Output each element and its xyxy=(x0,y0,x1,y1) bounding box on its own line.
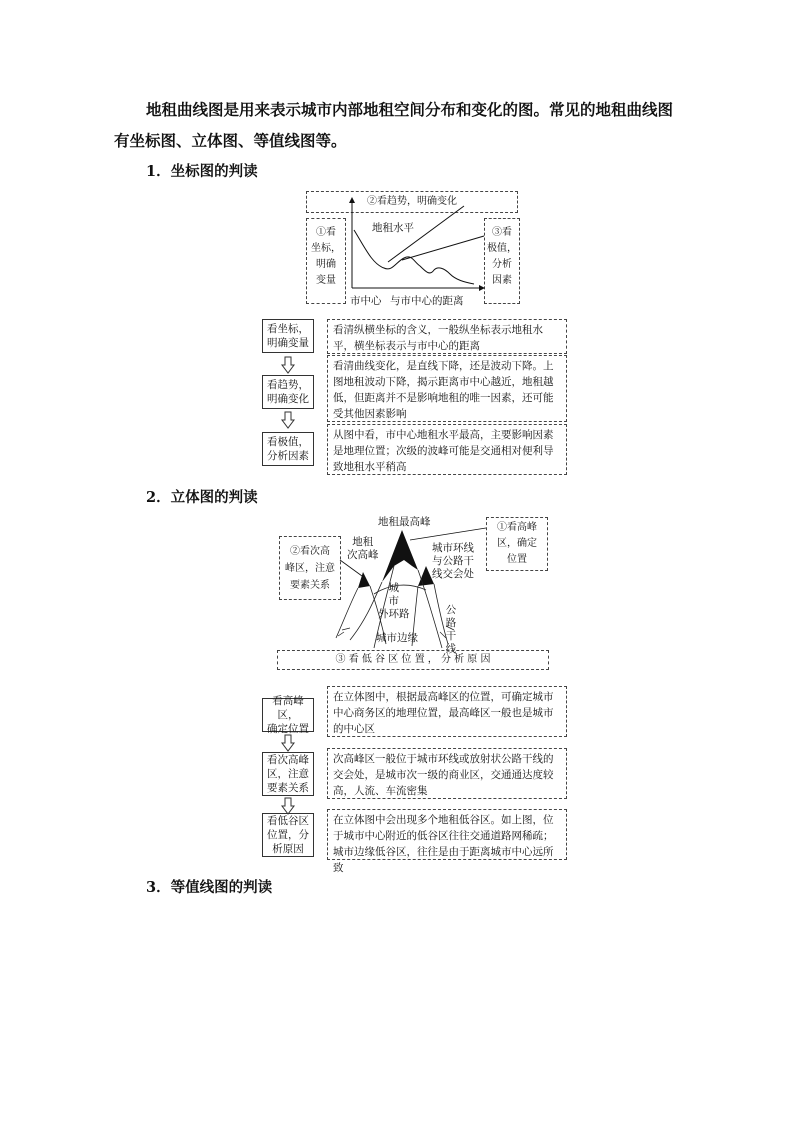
highway-label: 公 路 干 线 xyxy=(445,604,457,655)
down-arrow-icon xyxy=(281,356,295,374)
section-2-heading: 2．立体图的判读 xyxy=(146,489,258,506)
section-1-heading: 1．坐标图的判读 xyxy=(146,163,258,180)
y-axis-label: 地租水平 xyxy=(372,222,414,234)
step-1-2-text: 看清曲线变化，是直线下降，还是波动下降。上图地租波动下降，揭示距离市中心越近，地租越低，但距离并不是影响地租的唯一因素，还可能受其他因素影响 xyxy=(327,355,567,422)
trend-box: ②看趋势，明确变化 xyxy=(306,191,518,213)
step-1-3-label: 看极值， 分析因素 xyxy=(262,432,314,466)
down-arrow-icon xyxy=(281,411,295,429)
city-edge-label: 城市边缘 xyxy=(376,632,418,644)
coordinate-box: ①看 坐标， 明确 变量 xyxy=(306,218,346,304)
x-axis-origin-label: 市中心 xyxy=(350,295,382,307)
ring-road-label: 城市环线 与公路干 线交会处 xyxy=(432,542,474,580)
step-1-1-label: 看坐标， 明确变量 xyxy=(262,319,314,353)
step-1-2-label: 看趋势， 明确变化 xyxy=(262,375,314,409)
step-2-3-label: 看低谷区 位置，分 析原因 xyxy=(262,813,314,857)
rent-curve-chart xyxy=(346,196,486,296)
outer-ring-road-label: 城 市 外环路 xyxy=(378,582,410,620)
x-axis-label: 与市中心的距离 xyxy=(390,295,464,307)
down-arrow-icon xyxy=(281,734,295,752)
step-2-2-text: 次高峰区一般位于城市环线或放射状公路干线的交会处，是城市次一级的商业区，交通通达度较高，人流、车流密集 xyxy=(327,748,567,799)
step-2-1-label: 看高峰区， 确定位置 xyxy=(262,698,314,732)
step-1-1-text: 看清纵横坐标的含义，一般纵坐标表示地租水平，横坐标表示与市中心的距离 xyxy=(327,319,567,354)
step-1-3-text: 从图中看，市中心地租水平最高，主要影响因素是地理位置；次级的波峰可能是交通相对便利导致地租水平稍高 xyxy=(327,424,567,475)
step-2-2-label: 看次高峰 区，注意 要素关系 xyxy=(262,752,314,796)
step-2-1-text: 在立体图中，根据最高峰区的位置，可确定城市中心商务区的地理位置，最高峰区一般也是城市的中心区 xyxy=(327,686,567,737)
rent-peaks-illustration xyxy=(330,520,490,650)
intro-paragraph: 地租曲线图是用来表示城市内部地租空间分布和变化的图。常见的地租曲线图有坐标图、立体图、等值线图等。 xyxy=(114,100,674,150)
step-2-3-text: 在立体图中会出现多个地租低谷区。如上图，位于城市中心附近的低谷区往往交通道路网稀疏；城市边缘低谷区，往往是由于距离城市中心远所致 xyxy=(327,809,567,860)
valley-box: ③ 看 低 谷 区 位 置 ， 分 析 原 因 xyxy=(277,650,549,670)
peak-box: ①看高峰 区，确定 位置 xyxy=(486,517,548,571)
extremum-box: ③看 极值， 分析 因素 xyxy=(484,218,520,304)
section-3-heading: 3．等值线图的判读 xyxy=(146,879,273,896)
sub-peak-box: ②看次高 峰区，注意 要素关系 xyxy=(279,536,341,600)
peak-label: 地租最高峰 xyxy=(378,516,431,528)
sub-peak-label: 地租 次高峰 xyxy=(347,536,379,561)
